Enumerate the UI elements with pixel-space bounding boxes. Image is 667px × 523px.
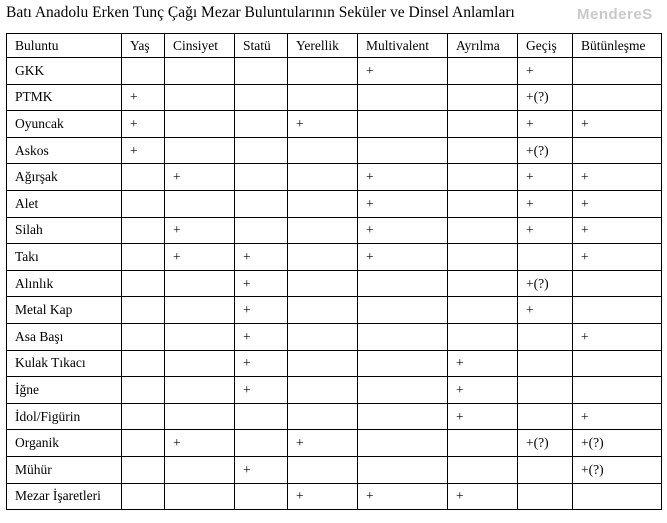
row-label-cell: Takı bbox=[7, 244, 122, 271]
row-label-cell: GKK bbox=[7, 58, 122, 85]
column-header: Cinsiyet bbox=[165, 34, 235, 58]
table-cell bbox=[448, 244, 518, 271]
table-cell: + bbox=[235, 377, 288, 404]
row-label-cell: PTMK bbox=[7, 84, 122, 111]
table-cell bbox=[518, 377, 573, 404]
table-cell: + bbox=[518, 297, 573, 324]
table-cell: + bbox=[573, 323, 662, 350]
table-row bbox=[7, 244, 662, 271]
table-cell bbox=[358, 297, 448, 324]
row-label-cell: Kulak Tıkacı bbox=[7, 350, 122, 377]
table-cell bbox=[358, 350, 448, 377]
table-cell bbox=[448, 270, 518, 297]
table-row bbox=[7, 111, 662, 138]
table-cell: + bbox=[122, 111, 165, 138]
table-row bbox=[7, 84, 662, 111]
column-header: Multivalent bbox=[358, 34, 448, 58]
table-cell bbox=[122, 270, 165, 297]
findings-table bbox=[6, 33, 662, 510]
table-cell: + bbox=[573, 403, 662, 430]
table-cell bbox=[288, 190, 358, 217]
table-header-row bbox=[7, 34, 662, 58]
table-cell: + bbox=[573, 217, 662, 244]
row-label-cell: Mühür bbox=[7, 456, 122, 483]
table-row bbox=[7, 297, 662, 324]
table-cell bbox=[518, 456, 573, 483]
column-header: Ayrılma bbox=[448, 34, 518, 58]
table-cell bbox=[358, 403, 448, 430]
table-cell bbox=[288, 456, 358, 483]
table-cell bbox=[448, 217, 518, 244]
table-cell: + bbox=[235, 456, 288, 483]
table-cell bbox=[165, 84, 235, 111]
table-row bbox=[7, 137, 662, 164]
row-label-cell: Askos bbox=[7, 137, 122, 164]
row-label-cell: Organik bbox=[7, 430, 122, 457]
table-cell bbox=[122, 403, 165, 430]
table-cell bbox=[235, 217, 288, 244]
table-cell: + bbox=[518, 164, 573, 191]
table-cell bbox=[518, 350, 573, 377]
table-cell bbox=[122, 190, 165, 217]
table-cell bbox=[573, 137, 662, 164]
table-cell bbox=[122, 164, 165, 191]
table-cell bbox=[165, 270, 235, 297]
table-cell bbox=[122, 323, 165, 350]
table-cell bbox=[165, 58, 235, 85]
table-cell bbox=[288, 323, 358, 350]
table-row bbox=[7, 350, 662, 377]
table-cell bbox=[448, 164, 518, 191]
table-cell: + bbox=[573, 164, 662, 191]
table-cell bbox=[288, 244, 358, 271]
column-header: Buluntu bbox=[7, 34, 122, 58]
table-cell bbox=[122, 58, 165, 85]
table-cell: + bbox=[448, 350, 518, 377]
table-cell bbox=[122, 483, 165, 510]
table-cell bbox=[358, 430, 448, 457]
table-cell bbox=[288, 297, 358, 324]
table-row bbox=[7, 456, 662, 483]
table-cell bbox=[165, 323, 235, 350]
table-cell bbox=[518, 244, 573, 271]
table-row bbox=[7, 270, 662, 297]
table-cell bbox=[122, 377, 165, 404]
table-cell bbox=[288, 350, 358, 377]
table-cell: + bbox=[358, 164, 448, 191]
table-cell: + bbox=[288, 483, 358, 510]
table-row bbox=[7, 190, 662, 217]
table-cell bbox=[358, 456, 448, 483]
table-cell bbox=[165, 403, 235, 430]
row-label-cell: Alınlık bbox=[7, 270, 122, 297]
table-cell: + bbox=[518, 111, 573, 138]
column-header: Statü bbox=[235, 34, 288, 58]
table-cell: + bbox=[358, 244, 448, 271]
table-cell bbox=[288, 217, 358, 244]
row-label-cell: Asa Başı bbox=[7, 323, 122, 350]
table-cell bbox=[235, 164, 288, 191]
table-cell: + bbox=[573, 190, 662, 217]
table-cell bbox=[448, 137, 518, 164]
table-row bbox=[7, 164, 662, 191]
table-cell bbox=[235, 84, 288, 111]
table-cell: + bbox=[358, 190, 448, 217]
table-cell bbox=[573, 297, 662, 324]
table-cell: + bbox=[518, 217, 573, 244]
table-cell bbox=[288, 403, 358, 430]
table-cell: +(?) bbox=[573, 430, 662, 457]
table-cell bbox=[573, 350, 662, 377]
table-cell bbox=[518, 323, 573, 350]
table-cell bbox=[165, 377, 235, 404]
table-cell bbox=[448, 190, 518, 217]
table-cell bbox=[235, 137, 288, 164]
table-cell: + bbox=[573, 244, 662, 271]
table-cell bbox=[358, 377, 448, 404]
table-cell: + bbox=[288, 111, 358, 138]
table-row bbox=[7, 483, 662, 510]
table-cell bbox=[358, 84, 448, 111]
table-body bbox=[7, 58, 662, 510]
table-cell bbox=[448, 430, 518, 457]
table-cell: + bbox=[573, 111, 662, 138]
table-cell bbox=[122, 350, 165, 377]
row-label-cell: Ağırşak bbox=[7, 164, 122, 191]
table-cell bbox=[165, 190, 235, 217]
table-row bbox=[7, 217, 662, 244]
table-cell: + bbox=[165, 164, 235, 191]
table-cell bbox=[165, 350, 235, 377]
page-title: Batı Anadolu Erken Tunç Çağı Mezar Buluntularının Seküler ve Dinsel Anlamları bbox=[6, 4, 515, 21]
table-cell bbox=[235, 190, 288, 217]
column-header: Yerellik bbox=[288, 34, 358, 58]
table-cell bbox=[573, 377, 662, 404]
table-cell: +(?) bbox=[518, 270, 573, 297]
table-cell bbox=[122, 217, 165, 244]
table-cell bbox=[448, 297, 518, 324]
table-cell: + bbox=[358, 217, 448, 244]
table-row bbox=[7, 403, 662, 430]
row-label-cell: Alet bbox=[7, 190, 122, 217]
table-cell bbox=[122, 456, 165, 483]
table-cell: + bbox=[235, 323, 288, 350]
table-cell: + bbox=[518, 58, 573, 85]
watermark: MendereS bbox=[577, 6, 653, 23]
row-label-cell: İğne bbox=[7, 377, 122, 404]
table-cell bbox=[518, 403, 573, 430]
table-cell bbox=[122, 244, 165, 271]
column-header: Geçiş bbox=[518, 34, 573, 58]
table-cell: + bbox=[358, 58, 448, 85]
table-cell bbox=[573, 84, 662, 111]
table-cell: + bbox=[122, 84, 165, 111]
table-cell: + bbox=[235, 244, 288, 271]
table-cell: + bbox=[448, 483, 518, 510]
table-cell bbox=[235, 58, 288, 85]
table-cell bbox=[288, 84, 358, 111]
table-cell bbox=[448, 58, 518, 85]
row-label-cell: Silah bbox=[7, 217, 122, 244]
table-cell bbox=[165, 297, 235, 324]
table-cell: + bbox=[235, 270, 288, 297]
table-cell bbox=[288, 137, 358, 164]
table-row bbox=[7, 323, 662, 350]
row-label-cell: Mezar İşaretleri bbox=[7, 483, 122, 510]
column-header: Bütünleşme bbox=[573, 34, 662, 58]
table-cell bbox=[235, 111, 288, 138]
table-row bbox=[7, 58, 662, 85]
table-row bbox=[7, 377, 662, 404]
table-cell: +(?) bbox=[573, 456, 662, 483]
table-cell: + bbox=[235, 350, 288, 377]
table-cell: +(?) bbox=[518, 430, 573, 457]
table-cell: + bbox=[165, 430, 235, 457]
row-label-cell: İdol/Figürin bbox=[7, 403, 122, 430]
table-cell bbox=[358, 137, 448, 164]
table-cell bbox=[288, 164, 358, 191]
table-cell bbox=[235, 430, 288, 457]
table-cell bbox=[448, 84, 518, 111]
table-cell: + bbox=[122, 137, 165, 164]
table-cell bbox=[122, 297, 165, 324]
table-cell: + bbox=[288, 430, 358, 457]
table-cell: + bbox=[165, 217, 235, 244]
row-label-cell: Metal Kap bbox=[7, 297, 122, 324]
column-header: Yaş bbox=[122, 34, 165, 58]
table-cell bbox=[288, 58, 358, 85]
row-label-cell: Oyuncak bbox=[7, 111, 122, 138]
table-cell bbox=[573, 483, 662, 510]
table-cell bbox=[448, 323, 518, 350]
table-cell bbox=[358, 323, 448, 350]
table-cell: + bbox=[448, 377, 518, 404]
table-cell: +(?) bbox=[518, 84, 573, 111]
table-cell bbox=[518, 483, 573, 510]
table-cell: + bbox=[518, 190, 573, 217]
table-cell bbox=[122, 430, 165, 457]
table-cell bbox=[448, 111, 518, 138]
table-cell: + bbox=[165, 244, 235, 271]
table-cell: + bbox=[448, 403, 518, 430]
table-cell bbox=[288, 377, 358, 404]
table-cell bbox=[235, 483, 288, 510]
table-cell bbox=[288, 270, 358, 297]
table-cell: +(?) bbox=[518, 137, 573, 164]
table-cell bbox=[358, 270, 448, 297]
table-row bbox=[7, 430, 662, 457]
table-cell bbox=[165, 137, 235, 164]
table-cell bbox=[573, 58, 662, 85]
table-cell bbox=[235, 403, 288, 430]
table-cell bbox=[358, 111, 448, 138]
table-cell: + bbox=[358, 483, 448, 510]
table-cell bbox=[165, 483, 235, 510]
table-cell bbox=[165, 456, 235, 483]
table-cell bbox=[573, 270, 662, 297]
table-cell: + bbox=[235, 297, 288, 324]
table-cell bbox=[448, 456, 518, 483]
table-cell bbox=[165, 111, 235, 138]
